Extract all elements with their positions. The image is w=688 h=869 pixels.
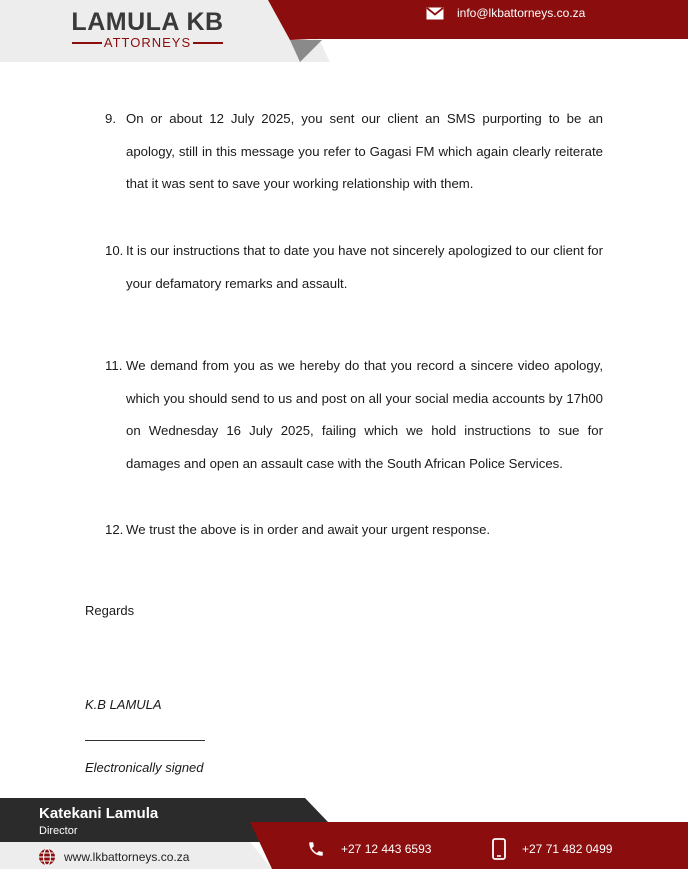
paragraph-number: 12. <box>105 522 124 537</box>
footer-mobile[interactable] <box>492 838 612 860</box>
regards-text: Regards <box>85 603 135 618</box>
paragraph-9 <box>105 103 603 201</box>
letterhead-header <box>0 0 688 62</box>
electronic-signature-note: Electronically signed <box>85 760 204 775</box>
paragraph-number: 10. <box>105 243 124 258</box>
globe-icon <box>38 848 56 866</box>
paragraph-text: On or about 12 July 2025, you sent our client an SMS purporting to be an apology, still in this message you refer to Gagasi FM which again clearly reiterate that it was sent to save your working relationship with them. <box>126 111 603 191</box>
paragraph-text: We trust the above is in order and await your urgent response. <box>126 522 491 537</box>
footer-name: Katekani Lamula <box>39 805 159 822</box>
paragraph-text: It is our instructions that to date you have not sincerely apologized to our client for your defamatory remarks and assault. <box>126 243 603 291</box>
logo-sub-text: ATTORNEYS <box>103 35 192 50</box>
email-address[interactable]: info@lkbattorneys.co.za <box>457 6 586 20</box>
signature-line <box>85 740 205 741</box>
envelope-icon <box>426 7 444 20</box>
signer-name: K.B LAMULA <box>85 697 162 712</box>
footer-title: Director <box>39 825 78 837</box>
landline-number[interactable]: +27 12 443 6593 <box>341 842 432 856</box>
website-url[interactable]: www.lkbattorneys.co.za <box>64 850 190 864</box>
mobile-phone-icon <box>492 838 506 860</box>
paragraph-12 <box>105 514 603 547</box>
paragraph-text: We demand from you as we hereby do that you record a sincere video apology, which you should send to us and post on all your social media accounts by 17h00 on Wednesday 16 July 2025, failing which we hold instructions to sue for damages and open an assault case with the South African Police Services. <box>126 358 603 471</box>
logo-main-text: LAMULA KB <box>71 8 224 36</box>
paragraph-number: 11. <box>105 358 123 373</box>
paragraph-number: 9. <box>105 111 116 126</box>
footer-landline[interactable] <box>307 840 431 858</box>
paragraph-10 <box>105 235 603 300</box>
paragraph-11 <box>105 350 603 480</box>
header-email[interactable] <box>426 6 585 20</box>
mobile-number[interactable]: +27 71 482 0499 <box>522 842 613 856</box>
company-logo <box>40 8 255 50</box>
footer-website[interactable] <box>38 848 189 866</box>
phone-icon <box>307 840 325 858</box>
